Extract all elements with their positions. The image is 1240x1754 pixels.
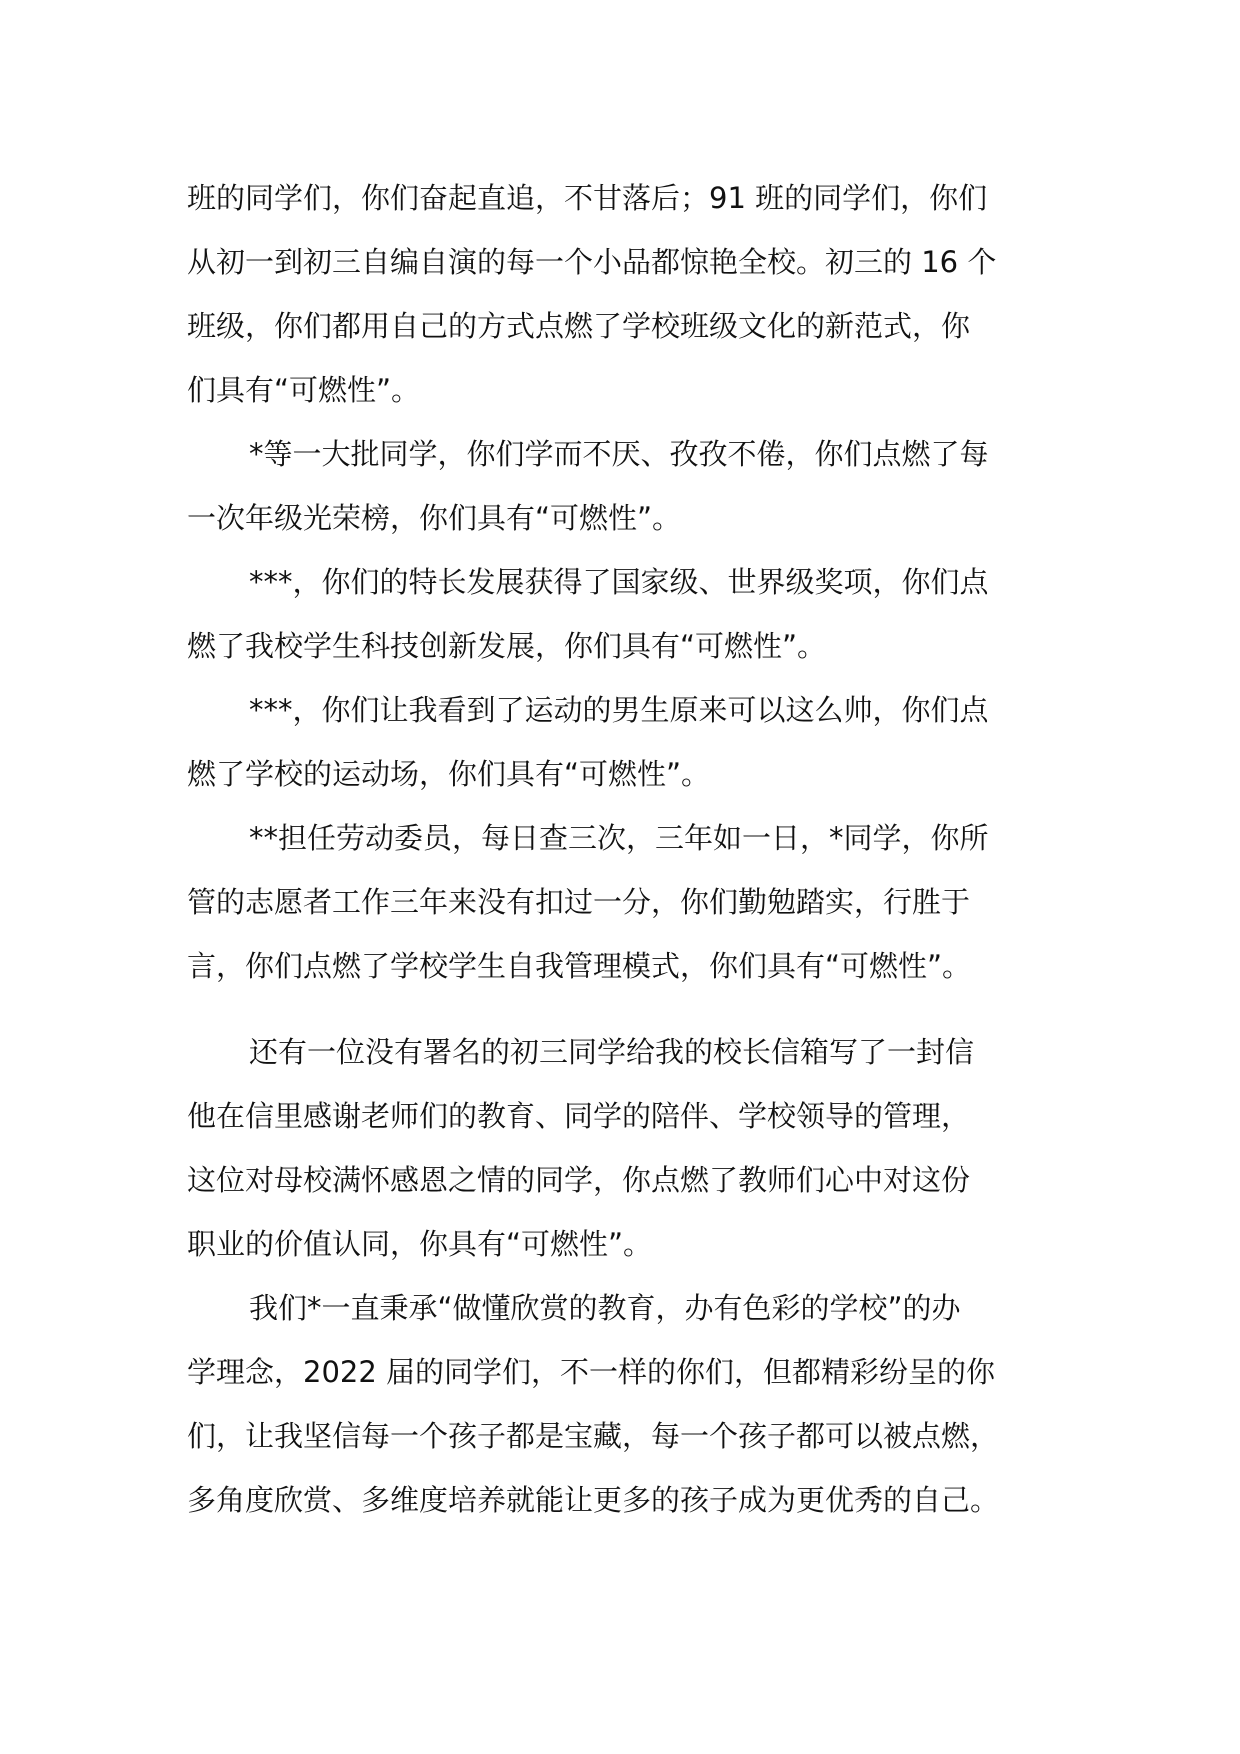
text-line: 燃了学校的运动场，你们具有“可燃性”。 [187,757,711,791]
text-line: 他在信里感谢老师们的教育、同学的陪伴、学校领导的管理， [187,1099,971,1133]
text-line: **担任劳动委员，每日查三次，三年如一日，*同学，你所 [249,821,989,855]
paragraph-awards [187,550,1087,678]
paragraph-labor-committee [187,806,1087,998]
text-line: 这位对母校满怀感恩之情的同学，你点燃了教师们心中对这份 [187,1163,971,1197]
paragraph-school-philosophy [187,1276,1087,1532]
text-line: 职业的价值认同，你具有“可燃性”。 [187,1227,653,1261]
text-line: 多角度欣赏、多维度培养就能让更多的孩子成为更优秀的自己。 [187,1483,1000,1517]
paragraph-honor-roll [187,422,1087,550]
paragraph-class-culture [187,166,1087,422]
text-line: 一次年级光荣榜，你们具有“可燃性”。 [187,501,682,535]
text-line: 言，你们点燃了学校学生自我管理模式，你们具有“可燃性”。 [187,949,972,983]
text-line: 们，让我坚信每一个孩子都是宝藏，每一个孩子都可以被点燃， [187,1419,1000,1453]
text-line: ***，你们让我看到了运动的男生原来可以这么帅，你们点 [249,693,989,727]
text-line: 管的志愿者工作三年来没有扣过一分，你们勤勉踏实，行胜于 [187,885,971,919]
text-line: 燃了我校学生科技创新发展，你们具有“可燃性”。 [187,629,827,663]
text-line: 还有一位没有署名的初三同学给我的校长信箱写了一封信 [249,1035,975,1069]
text-line: 班级，你们都用自己的方式点燃了学校班级文化的新范式，你 [187,309,971,343]
text-line: 们具有“可燃性”。 [187,373,421,407]
text-line: *等一大批同学，你们学而不厌、孜孜不倦，你们点燃了每 [249,437,989,471]
text-line: 从初一到初三自编自演的每一个小品都惊艳全校。初三的 16 个 [187,245,997,279]
paragraph-anonymous-letter [187,1020,1087,1276]
text-line: ***，你们的特长发展获得了国家级、世界级奖项，你们点 [249,565,989,599]
text-line: 班的同学们，你们奋起直追，不甘落后；91 班的同学们，你们 [187,181,988,215]
paragraph-sports [187,678,1087,806]
text-line: 我们*一直秉承“做懂欣赏的教育，办有色彩的学校”的办 [249,1291,961,1325]
text-line: 学理念，2022 届的同学们，不一样的你们，但都精彩纷呈的你 [187,1355,996,1389]
document-body [187,166,1087,1532]
